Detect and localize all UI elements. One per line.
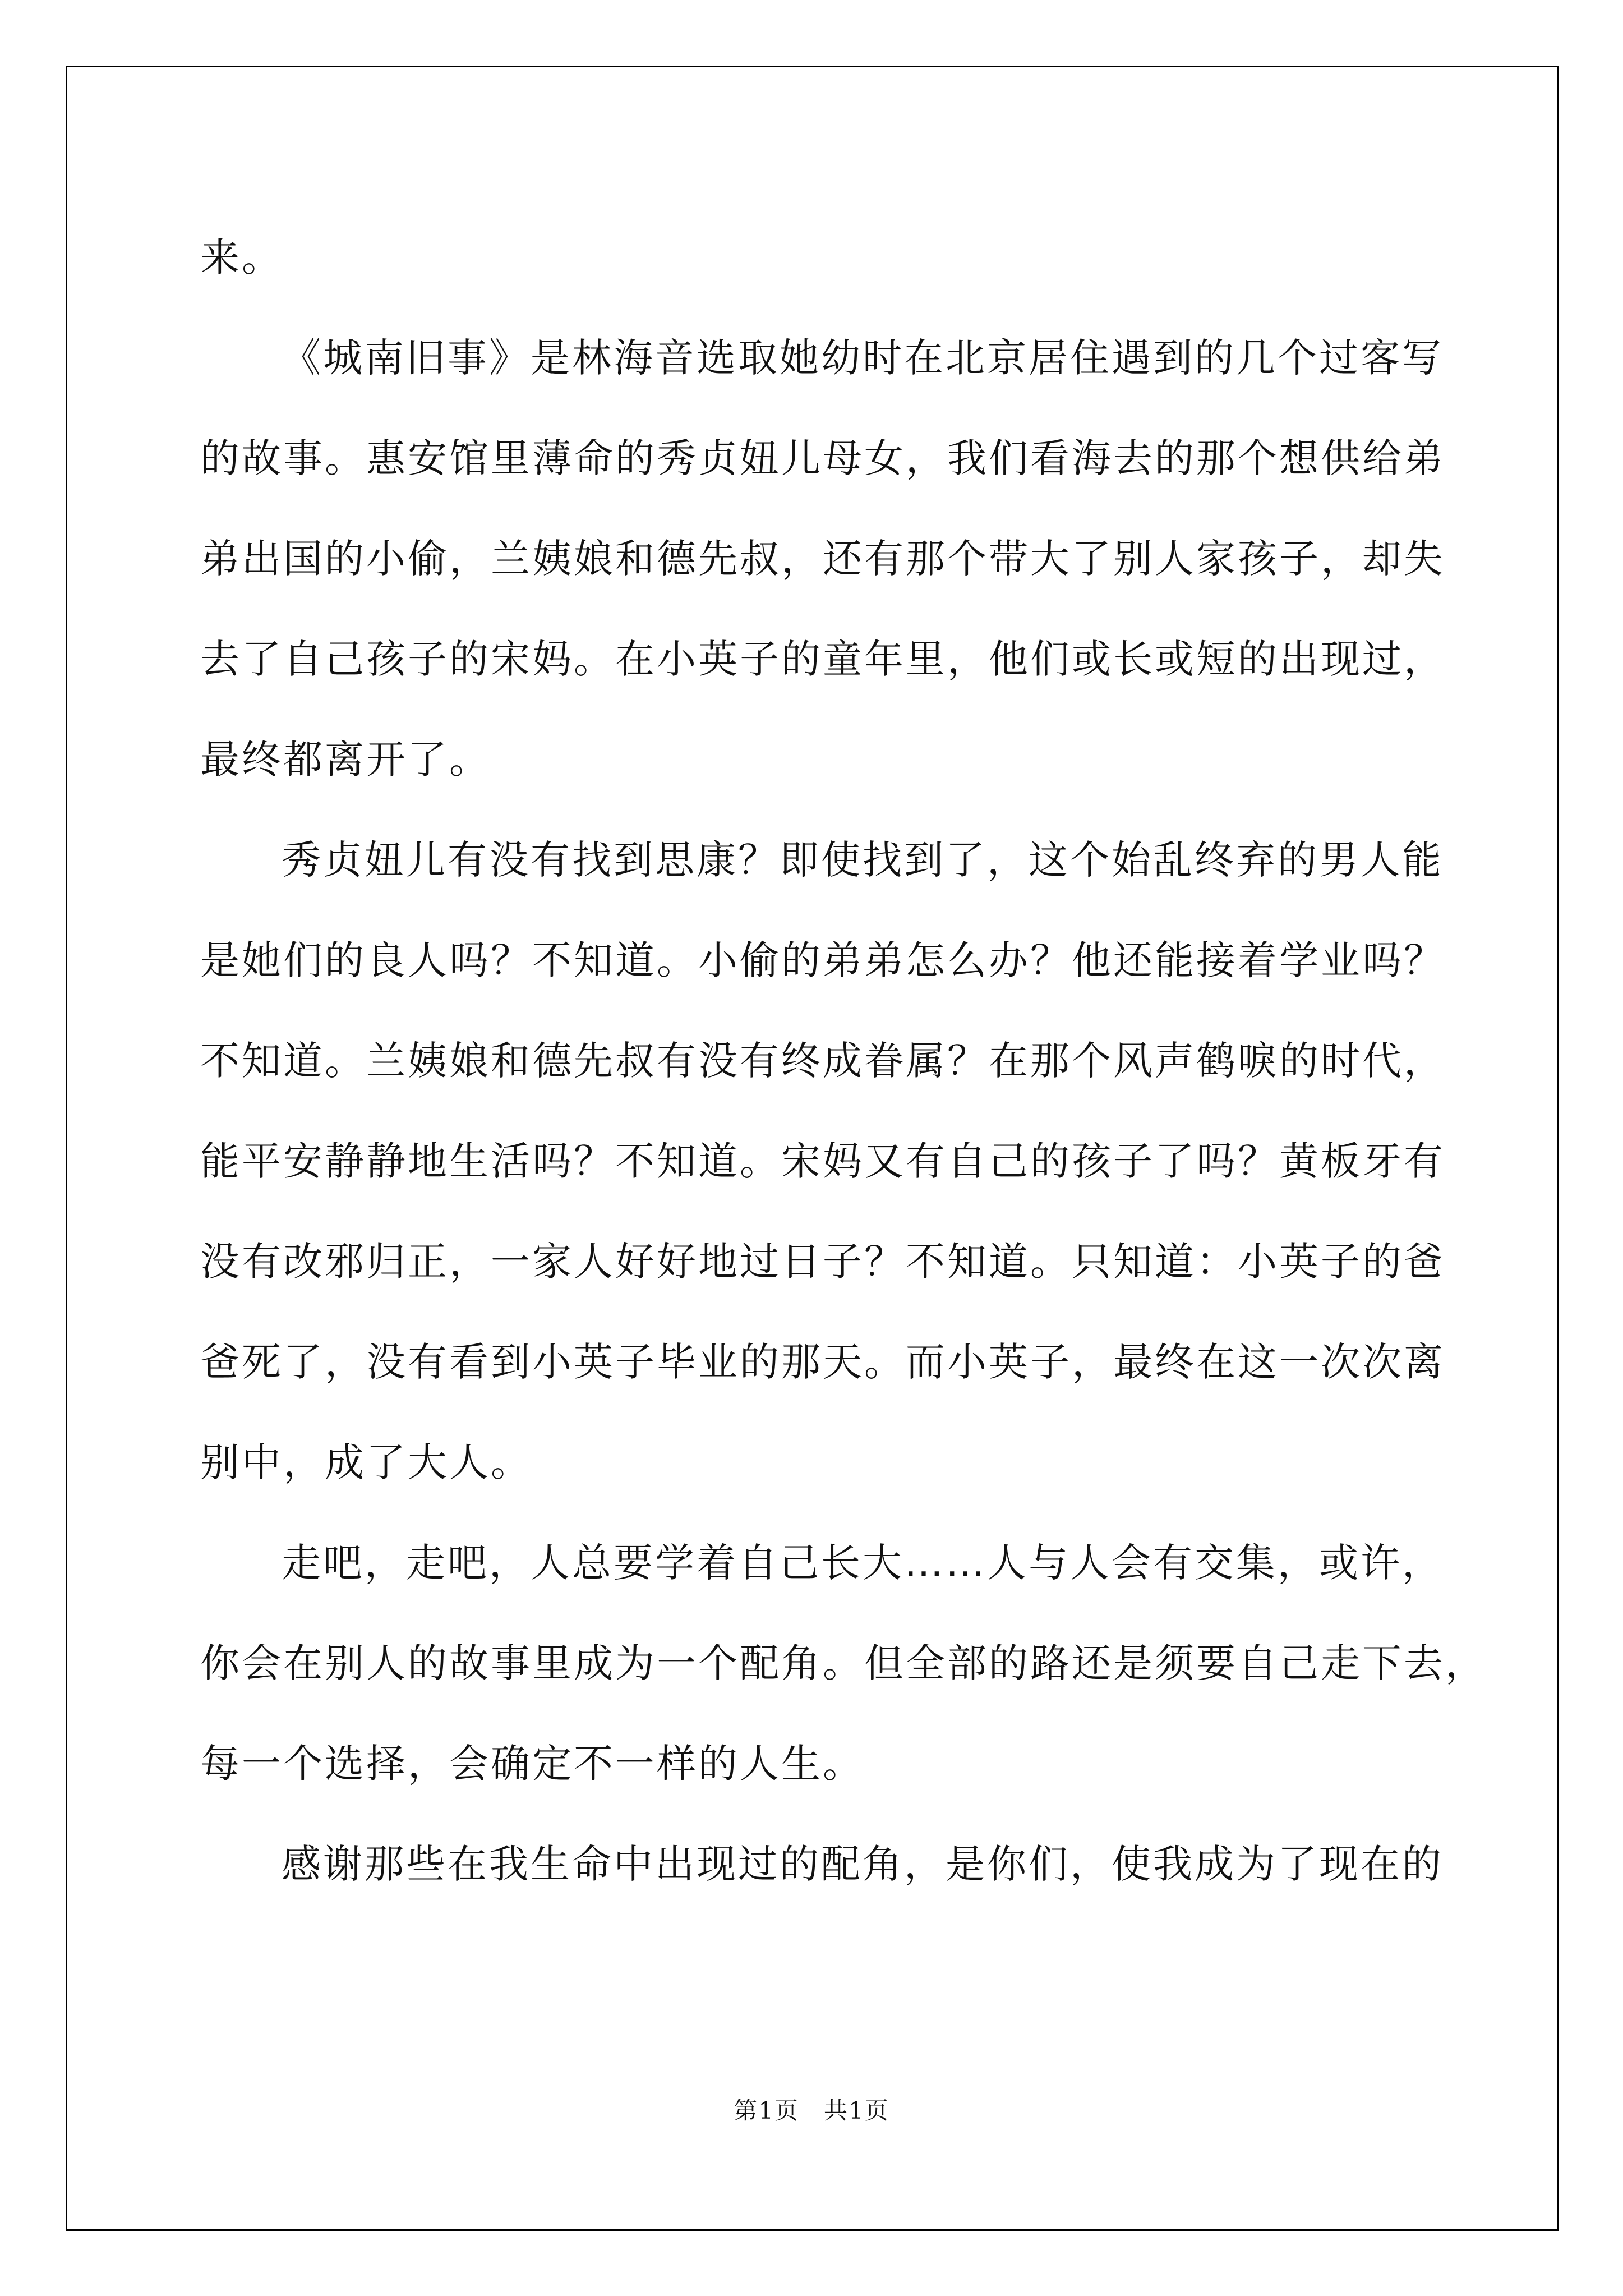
text-line: 的故事。惠安馆里薄命的秀贞妞儿母女，我们看海去的那个想供给弟 [200,435,1445,481]
text-line: 没有改邪归正，一家人好好地过日子？不知道。只知道：小英子的爸 [200,1239,1445,1285]
text-line: 来。 [200,234,283,280]
text-line: 走吧，走吧，人总要学着自己长大……人与人会有交集，或许， [282,1540,1444,1586]
text-line: 能平安静静地生活吗？不知道。宋妈又有自己的孩子了吗？黄板牙有 [200,1138,1445,1184]
page-footer: 第1页 共1页 [734,2097,889,2124]
text-line: 别中，成了大人。 [200,1439,532,1485]
text-line: 爸死了，没有看到小英子毕业的那天。而小英子，最终在这一次次离 [200,1339,1445,1385]
text-line: 《城南旧事》是林海音选取她幼时在北京居住遇到的几个过客写 [282,335,1444,381]
text-line: 最终都离开了。 [200,737,491,783]
text-line: 你会在别人的故事里成为一个配角。但全部的路还是须要自己走下去， [200,1640,1487,1686]
text-line: 去了自己孩子的宋妈。在小英子的童年里，他们或长或短的出现过， [200,636,1445,682]
text-line: 弟出国的小偷，兰姨娘和德先叔，还有那个带大了别人家孩子，却失 [200,536,1445,582]
text-line: 每一个选择，会确定不一样的人生。 [200,1741,864,1787]
text-line: 是她们的良人吗？不知道。小偷的弟弟怎么办？他还能接着学业吗？ [200,937,1445,983]
text-line: 秀贞妞儿有没有找到思康？即使找到了，这个始乱终弃的男人能 [282,837,1444,883]
text-line: 感谢那些在我生命中出现过的配角，是你们，使我成为了现在的 [282,1841,1444,1887]
text-line: 不知道。兰姨娘和德先叔有没有终成眷属？在那个风声鹤唳的时代， [200,1038,1445,1084]
document-body [200,208,1487,1915]
